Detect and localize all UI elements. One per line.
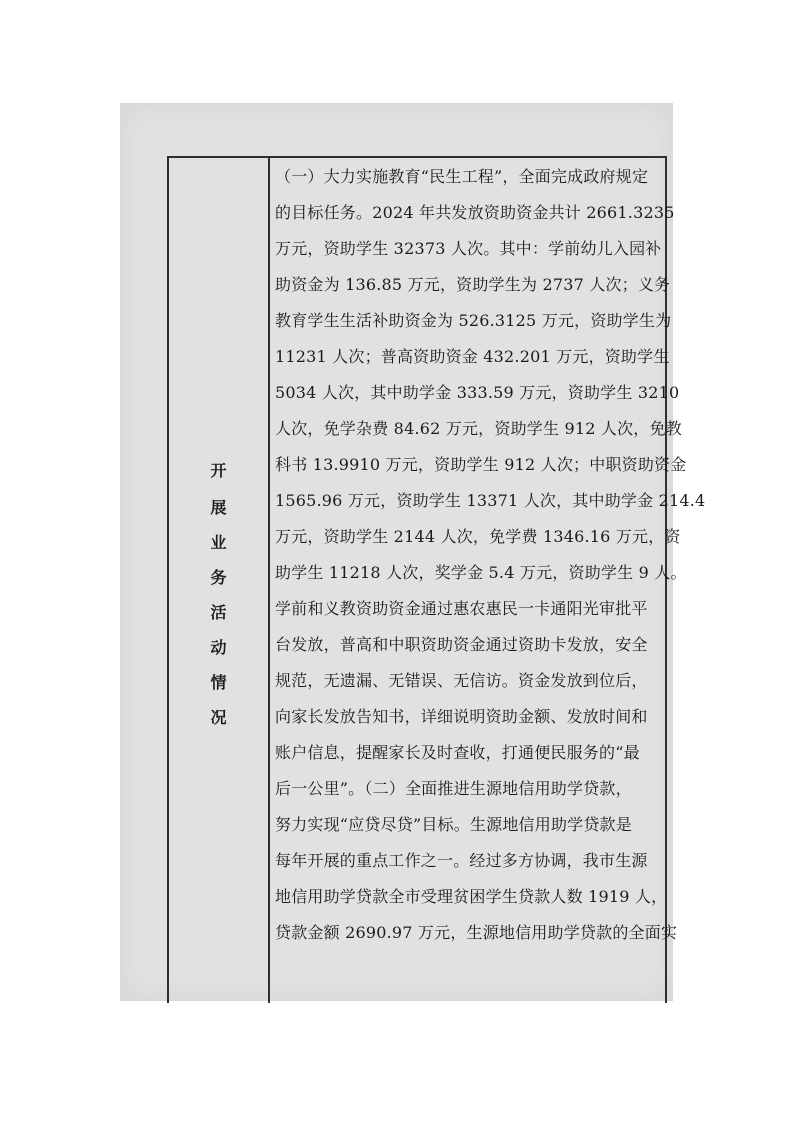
content-line: 1565.96 万元，资助学生 13371 人次，其中助学金 214.4 xyxy=(275,491,706,510)
content-line: 账户信息，提醒家长及时查收，打通便民服务的“最 xyxy=(275,743,640,762)
content-line: 规范，无遗漏、无错误、无信访。资金发放到位后， xyxy=(275,671,648,690)
document-photo xyxy=(120,103,706,1001)
section-label-char: 开 xyxy=(210,461,227,480)
section-label-char: 情 xyxy=(210,673,227,692)
content-line: 助资金为 136.85 万元，资助学生为 2737 人次；义务 xyxy=(275,275,671,294)
content-cell xyxy=(275,158,706,1003)
content-line: 人次，免学杂费 84.62 万元，资助学生 912 人次，免教 xyxy=(275,419,682,438)
content-line: 台发放，普高和中职资助资金通过资助卡发放，安全 xyxy=(275,635,648,654)
content-line: 5034 人次，其中助学金 333.59 万元，资助学生 3210 xyxy=(275,383,680,402)
content-line: （一）大力实施教育“民生工程”，全面完成政府规定 xyxy=(275,167,649,186)
content-line: 后一公里”。（二）全面推进生源地信用助学贷款， xyxy=(275,779,632,798)
section-label-char: 展 xyxy=(210,498,227,517)
content-line: 向家长发放告知书，详细说明资助金额、发放时间和 xyxy=(275,707,648,726)
section-label-char: 务 xyxy=(210,568,227,587)
content-line: 每年开展的重点工作之一。经过多方协调，我市生源 xyxy=(275,851,648,870)
content-line: 助学生 11218 人次，奖学金 5.4 万元，资助学生 9 人。 xyxy=(275,563,687,582)
column-divider xyxy=(268,158,270,1003)
content-line: 教育学生生活补助资金为 526.3125 万元，资助学生为 xyxy=(275,311,672,330)
content-line: 万元，资助学生 2144 人次，免学费 1346.16 万元，资 xyxy=(275,527,681,546)
content-line: 地信用助学贷款全市受理贫困学生贷款人数 1919 人， xyxy=(275,887,668,906)
section-label-char: 况 xyxy=(210,708,227,727)
form-table xyxy=(167,156,706,1003)
section-label-char: 业 xyxy=(210,533,227,552)
section-label-cell xyxy=(169,158,268,1003)
content-line: 万元，资助学生 32373 人次。其中：学前幼儿入园补 xyxy=(275,239,662,258)
content-line: 的目标任务。2024 年共发放资助资金共计 2661.3235 xyxy=(275,203,675,222)
content-line: 贷款金额 2690.97 万元，生源地信用助学贷款的全面实 xyxy=(275,923,678,942)
content-line: 科书 13.9910 万元，资助学生 912 人次；中职资助资金 xyxy=(275,455,687,474)
section-label-char: 动 xyxy=(210,638,227,657)
section-label-char: 活 xyxy=(210,603,227,622)
content-line: 11231 人次；普高资助资金 432.201 万元，资助学生 xyxy=(275,347,670,366)
content-line: 学前和义教资助资金通过惠农惠民一卡通阳光审批平 xyxy=(275,599,648,618)
content-line: 努力实现“应贷尽贷”目标。生源地信用助学贷款是 xyxy=(275,815,632,834)
